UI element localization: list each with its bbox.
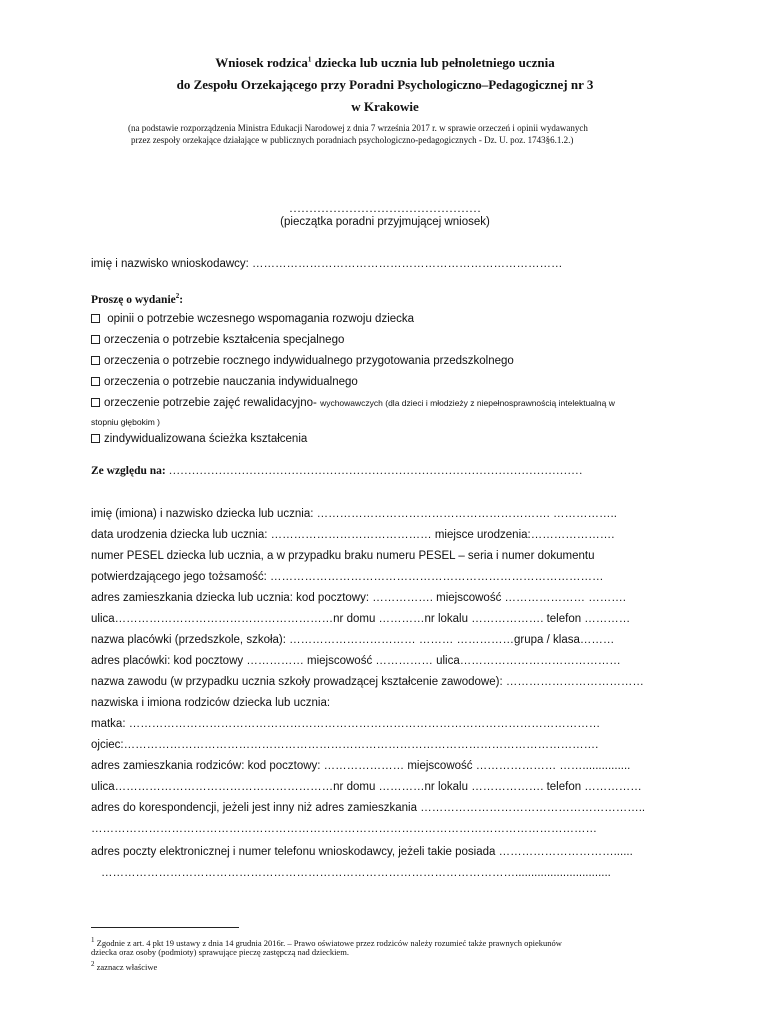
pesel-label: numer PESEL dziecka lub ucznia, a w przypadku braku numeru PESEL – seria i numer dokumentu bbox=[91, 550, 595, 562]
request-heading-text: Proszę o wydanie bbox=[91, 293, 176, 306]
document-title-line-3: w Krakowie bbox=[351, 99, 419, 114]
footnote-1-line-1: Zgodnie z art. 4 pkt 19 ustawy z dnia 14 grudnia 2016r. – Prawo oświatowe przez rodziców należy rozumieć także prawnych opiekunów bbox=[94, 937, 562, 948]
stamp-placeholder-dots: ………………………………………… bbox=[289, 201, 481, 215]
checkbox[interactable] bbox=[91, 398, 100, 407]
footnote-2 bbox=[91, 959, 157, 973]
parents-street-field[interactable]: ulica…………………………………………………nr domu …………nr lokalu ………………. telefon …………… bbox=[91, 781, 642, 793]
request-option-individual-teaching[interactable] bbox=[91, 376, 358, 388]
footnote-1-mark: 1 bbox=[91, 936, 95, 944]
legal-basis-line-2: przez zespoły orzekające działające w publicznych poradniach psychologiczno-pedagogicznych - Dz. U. poz. 1743§6.1.2.) bbox=[131, 135, 574, 145]
option-label-small: wychowawczych (dla dzieci i młodzieży z niepełnosprawnością intelektualną w bbox=[320, 398, 615, 408]
correspondence-address-field[interactable]: adres do korespondencji, jeżeli jest inny niż adres zamieszkania ………………………………………………….. bbox=[91, 802, 646, 814]
child-name-field[interactable]: imię (imiona) i nazwisko dziecka lub ucznia: ……………………………………………………. …………….. bbox=[91, 508, 617, 520]
request-option-rehabilitation-classes[interactable] bbox=[91, 397, 615, 409]
institution-name-field[interactable]: nazwa placówki (przedszkole, szkoła): …………………………… ……… ……………grupa / klasa……… bbox=[91, 634, 615, 646]
document-title-line-1 bbox=[0, 55, 770, 71]
request-heading-colon: : bbox=[179, 293, 184, 306]
parents-address-field[interactable]: adres zamieszkania rodziców: kod pocztowy: ………………… miejscowość ………………… ……............... bbox=[91, 760, 631, 772]
identity-document-field[interactable]: potwierdzającego jego tożsamość: …………………………………………………………………………… bbox=[91, 571, 604, 583]
email-phone-field[interactable]: adres poczty elektronicznej i numer telefonu wnioskodawcy, jeżeli takie posiada …………………………...... bbox=[91, 846, 633, 858]
footnote-ref-1: 1 bbox=[307, 55, 312, 64]
request-option-special-education[interactable] bbox=[91, 334, 344, 346]
checkbox[interactable] bbox=[91, 377, 100, 386]
institution-address-field[interactable]: adres placówki: kod pocztowy …………… miejscowość …………… ulica…………………………………… bbox=[91, 655, 621, 667]
title-text: Wniosek rodzica bbox=[215, 55, 308, 70]
checkbox[interactable] bbox=[91, 335, 100, 344]
option-label: orzeczenia o potrzebie kształcenia specjalnego bbox=[104, 334, 345, 346]
child-birth-field[interactable]: data urodzenia dziecka lub ucznia: …………………………………… miejsce urodzenia:…………………. bbox=[91, 529, 615, 541]
request-option-rehabilitation-continuation: stopniu głębokim ) bbox=[91, 417, 160, 427]
option-label: orzeczenia o potrzebie rocznego indywidualnego przygotowania przedszkolnego bbox=[104, 355, 514, 367]
option-label: zindywidualizowana ścieżka kształcenia bbox=[104, 433, 308, 445]
child-address-field[interactable]: adres zamieszkania dziecka lub ucznia: kod pocztowy: ……………. miejscowość ………………… ………. bbox=[91, 592, 626, 604]
applicant-name-field[interactable]: imię i nazwisko wnioskodawcy: ……………………………………………………………………… bbox=[91, 258, 563, 270]
child-street-field[interactable]: ulica…………………………………………………nr domu …………nr lokalu ………………. telefon ………… bbox=[91, 613, 631, 625]
option-label: opinii o potrzebie wczesnego wspomagania rozwoju dziecka bbox=[104, 313, 415, 325]
option-label: orzeczenia o potrzebie nauczania indywidualnego bbox=[104, 376, 358, 388]
request-option-individual-path[interactable] bbox=[91, 433, 307, 445]
option-label: orzeczenie potrzebie zajęć rewalidacyjno- bbox=[104, 397, 317, 409]
footnote-separator bbox=[91, 927, 239, 928]
checkbox[interactable] bbox=[91, 314, 100, 323]
request-option-opinion[interactable] bbox=[91, 313, 414, 325]
parents-label: nazwiska i imiona rodziców dziecka lub ucznia: bbox=[91, 697, 331, 709]
profession-field[interactable]: nazwa zawodu (w przypadku ucznia szkoły prowadzącej kształcenie zawodowe): ……………………………… bbox=[91, 676, 644, 688]
footnote-2-mark: 2 bbox=[91, 960, 95, 968]
checkbox[interactable] bbox=[91, 356, 100, 365]
document-title-line-2: do Zespołu Orzekającego przy Poradni Psychologiczno–Pedagogicznej nr 3 bbox=[176, 77, 594, 92]
reason-dots: ……………………………………………………………………………………………… bbox=[165, 465, 583, 477]
legal-basis-line-1: (na podstawie rozporządzenia Ministra Edukacji Narodowej z dnia 7 września 2017 r. w sprawie orzeczeń i opinii wydawanych bbox=[128, 123, 588, 133]
correspondence-address-continuation[interactable]: …………………………………………………………………………………………………………………… bbox=[91, 823, 597, 835]
stamp-label: (pieczątka poradni przyjmującej wniosek) bbox=[280, 216, 490, 228]
checkbox[interactable] bbox=[91, 434, 100, 443]
reason-field[interactable] bbox=[91, 465, 583, 477]
mother-field[interactable]: matka: …………………………………………………………………………………………………………… bbox=[91, 718, 601, 730]
footnote-1-continuation: dziecka oraz osoby (podmioty) sprawujące pieczę zastępczą nad dzieckiem. bbox=[91, 947, 349, 957]
request-heading bbox=[91, 292, 183, 306]
reason-label: Ze względu na: bbox=[91, 465, 166, 477]
father-field[interactable]: ojciec:……………………………………………………………………………………………………………. bbox=[91, 739, 599, 751]
request-option-preschool-preparation[interactable] bbox=[91, 355, 514, 367]
footnote-2-text: zaznacz właściwe bbox=[94, 961, 158, 972]
title-text-rest: dziecka lub ucznia lub pełnoletniego ucznia bbox=[311, 55, 555, 70]
footnote-ref-2: 2 bbox=[175, 292, 180, 300]
email-phone-continuation[interactable]: ……………………………………………………………………………………………….............................. bbox=[101, 867, 611, 879]
